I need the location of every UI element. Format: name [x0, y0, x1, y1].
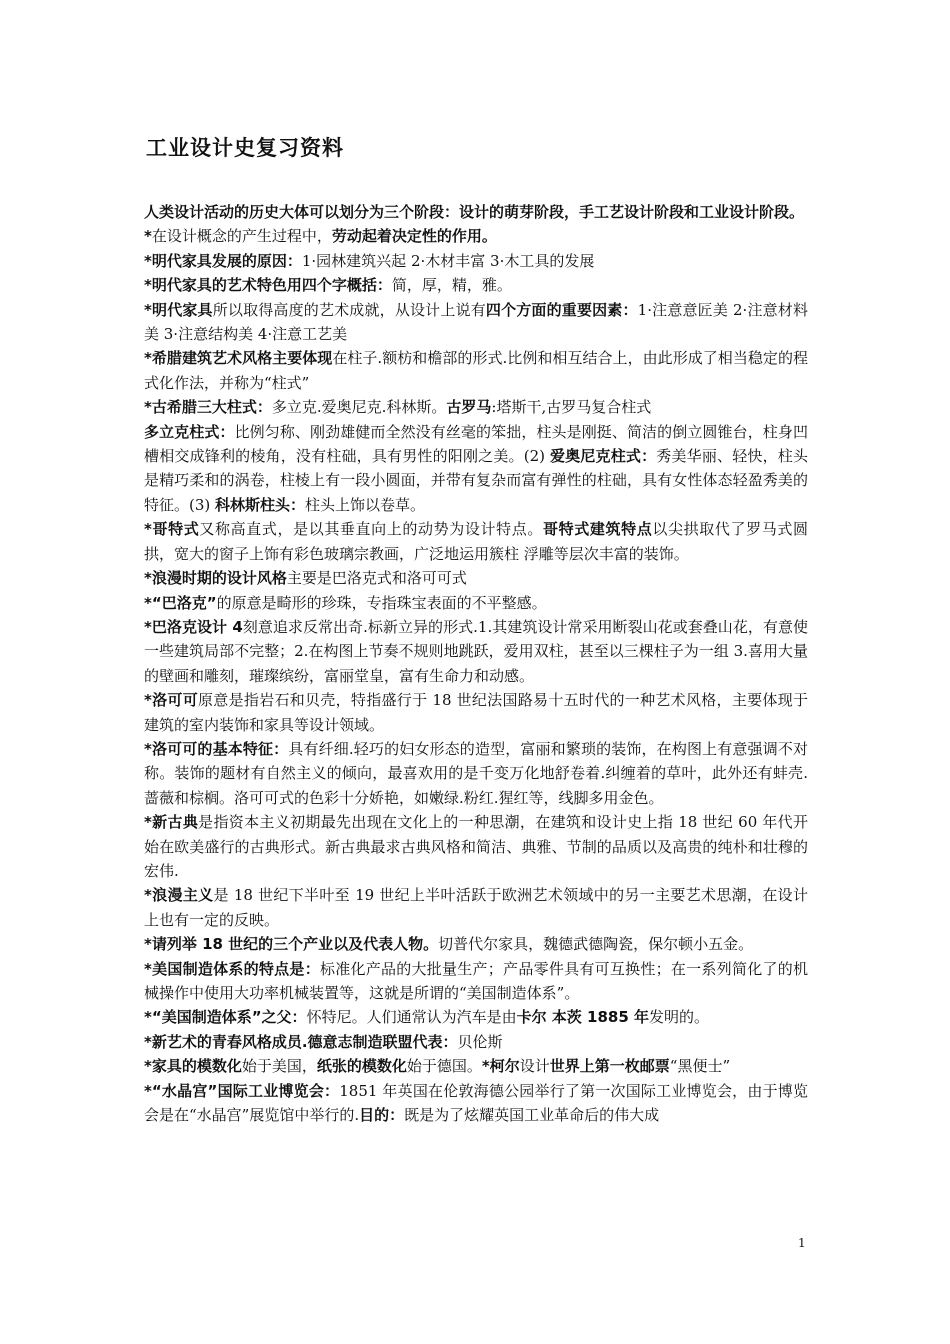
text-segment: 具有纤细.轻巧的妇女形态的造型，富丽和繁琐的装饰，在构图上有意强调不对称。装饰的题材有自然主义的倾向，最喜欢用的是千变万化地舒卷着.纠缠着的草叶，此外还有蚌壳.蔷薇和棕榈。洛可可式的色彩十分娇艳，如嫩绿.粉红.猩红等，线脚多用金色。 [144, 739, 808, 807]
bold-text-segment: 劳动起着决定性的作用。 [331, 227, 497, 246]
text-segment: 始于美国， [241, 1057, 317, 1076]
text-segment: 秀美华丽、轻快，柱头是精巧柔和的涡卷，柱棱上有一段小圆面，并带有复杂而富有弹性的柱础，具有女性体态轻盈秀美的特征。(3) [144, 447, 808, 514]
text-segment: 既是为了炫耀英国工业革命后的伟大成 [404, 1106, 660, 1125]
bold-text-segment: 哥特式建筑特点 [543, 520, 653, 539]
bold-text-segment: *巴洛克设计 4 [144, 617, 243, 636]
bold-text-segment: *希腊建筑艺术风格主要体现 [144, 349, 333, 368]
text-segment: 在设计概念的产生过程中， [151, 227, 332, 246]
paragraph [144, 688, 808, 737]
paragraph [144, 737, 808, 810]
text-segment: 是指资本主义初期最先出现在文化上的一种思潮，在建筑和设计史上指 18 世纪 60 年代开始在欧美盛行的古典形式。新古典最求古典风格和简洁、典雅、节制的品质以及高贵的纯朴和壮穆的宏伟. [144, 813, 808, 880]
text-segment: 1·园林建筑兴起 2·木材丰富 3·木工具的发展 [301, 251, 595, 270]
bold-text-segment: *柯尔 [481, 1057, 520, 1076]
text-segment: 怀特尼。人们通常认为汽车是由 [306, 1008, 517, 1027]
bold-text-segment: 古罗马 [446, 398, 492, 417]
bold-text-segment: *古希腊三大柱式： [144, 398, 272, 417]
bold-text-segment: *明代家具发展的原因： [144, 251, 302, 270]
text-segment: 以尖拱取代了罗马式圆拱，宽大的窗子上饰有彩色玻璃宗教画，广泛地运用簇柱 浮雕等层次丰富的装饰。 [144, 520, 808, 563]
bold-text-segment: 多立克柱式： [144, 422, 235, 441]
paragraph [144, 420, 808, 518]
paragraph [144, 1054, 808, 1078]
bold-text-segment: *请列举 18 世纪的三个产业以及代表人物。 [144, 935, 439, 954]
bold-text-segment: *浪漫时期的设计风格 [144, 569, 287, 588]
text-segment: 所以取得高度的艺术成就，从设计上说有 [212, 300, 486, 319]
text-segment: 比例匀称、刚劲雄健而全然没有丝毫的笨拙，柱头是刚挺、简洁的倒立圆锥台，柱身凹槽相交成锋利的棱角，没有柱础，具有男性的阳刚之美。(2) [144, 422, 808, 466]
bold-text-segment: *家具的模数化 [144, 1057, 242, 1076]
bold-text-segment: *“巴洛克” [144, 593, 217, 612]
bold-text-segment: 四个方面的重要因素： [485, 300, 638, 319]
bold-text-segment: *新艺术的青春风格成员.德意志制造联盟代表： [144, 1032, 458, 1051]
text-segment: 设计 [519, 1057, 550, 1076]
text-segment: 是 18 世纪下半叶至 19 世纪上半叶活跃于欧洲艺术领域中的另一主要艺术思潮，在设计上也有一定的反映。 [144, 886, 808, 929]
bold-text-segment: *哥特式 [144, 520, 200, 539]
text-segment: 主要是巴洛克式和洛可可式 [286, 569, 467, 588]
text-segment: 在柱子.额枋和檐部的形式.比例和相互结合上，由此形成了相当稳定的程式化作法，并称为“柱式” [144, 349, 808, 392]
text-segment: 又称高直式，是以其垂直向上的动势为设计特点。 [199, 520, 544, 539]
paragraph [144, 591, 808, 615]
bold-text-segment: *明代家具的艺术特色用四个字概括： [144, 276, 392, 295]
paragraph [144, 1079, 808, 1128]
text-segment: 的原意是畸形的珍珠，专指珠宝表面的不平整感。 [216, 593, 547, 612]
text-segment: 柱头上饰以卷草。 [305, 495, 426, 514]
text-segment: 简，厚，精，雅。 [391, 276, 512, 295]
text-segment: 切普代尔家具，魏德武德陶瓷，保尔顿小五金。 [438, 935, 754, 954]
text-segment: 发明的。 [649, 1008, 710, 1027]
bold-text-segment: 卡尔 本茨 1885 年 [516, 1008, 649, 1027]
bold-text-segment: 世界上第一枚邮票 [549, 1057, 670, 1076]
paragraph [144, 517, 808, 566]
text-segment: 多立克.爱奥尼克.科林斯。 [271, 398, 447, 417]
text-segment: 贝伦斯 [457, 1032, 503, 1051]
page-number: 1 [798, 1236, 806, 1250]
bold-text-segment: *洛可可的基本特征： [144, 739, 289, 758]
bold-text-segment: *新古典 [144, 813, 199, 832]
bold-text-segment: 目的： [359, 1106, 405, 1125]
bold-text-segment: 科林斯柱头： [215, 495, 306, 514]
text-segment: 刻意追求反常出奇.标新立异的形式.1.其建筑设计常采用断裂山花或套叠山花，有意使一些建筑局部不完整；2.在构图上节奏不规则地跳跃，爱用双柱，甚至以三棵柱子为一组 3.喜用大量的壁画和雕刻，璀璨缤纷，富丽堂皇，富有生命力和动感。 [144, 617, 808, 685]
bold-text-segment: *浪漫主义 [144, 886, 214, 905]
bold-text-segment: *“美国制造体系”之父： [144, 1008, 307, 1027]
text-segment: 1·注意意匠美 2·注意材料美 3·注意结构美 4·注意工艺美 [144, 300, 808, 344]
paragraph [144, 1005, 808, 1029]
document-body [144, 200, 808, 1127]
bold-text-segment: *美国制造体系的特点是： [144, 959, 320, 978]
text-segment: 始于德国。 [406, 1057, 482, 1076]
paragraph [144, 957, 808, 1006]
text-segment: “黑便士” [669, 1057, 731, 1076]
text-segment: 原意是指岩石和贝壳，特指盛行于 18 世纪法国路易十五时代的一种艺术风格，主要体现于建筑的室内装饰和家具等设计领域。 [144, 691, 808, 734]
bold-text-segment: 纸张的模数化 [316, 1057, 407, 1076]
text-segment: 标准化产品的大批量生产；产品零件具有可互换性；在一系列简化了的机械操作中使用大功率机械装置等，这就是所谓的“美国制造体系”。 [144, 959, 808, 1002]
text-segment: 1851 年英国在伦敦海德公园举行了第一次国际工业博览会，由于博览会是在“水晶宫”展览馆中举行的. [144, 1081, 809, 1125]
bold-text-segment: 爱奥尼克柱式： [549, 447, 657, 466]
text-segment: :塔斯干,古罗马复合柱式 [491, 398, 652, 417]
paragraph [144, 249, 808, 273]
paragraph [144, 883, 808, 932]
paragraph [144, 615, 808, 688]
paragraph [144, 932, 808, 956]
paragraph [144, 298, 808, 347]
bold-text-segment: *“水晶宫”国际工业博览会： [144, 1081, 340, 1100]
page-title: 工业设计史复习资料 [146, 136, 344, 160]
bold-text-segment: *明代家具 [144, 300, 213, 319]
paragraph [144, 224, 808, 248]
paragraph [144, 566, 808, 590]
bold-text-segment: 人类设计活动的历史大体可以划分为三个阶段：设计的萌芽阶段，手工艺设计阶段和工业设计阶段。 [144, 203, 805, 221]
bold-text-segment: *洛可可 [144, 691, 199, 710]
paragraph [144, 273, 808, 297]
paragraph [144, 395, 808, 419]
paragraph [144, 810, 808, 883]
paragraph [144, 1030, 808, 1054]
bold-text-segment: * [144, 227, 152, 246]
paragraph [144, 346, 808, 395]
paragraph [144, 200, 808, 224]
